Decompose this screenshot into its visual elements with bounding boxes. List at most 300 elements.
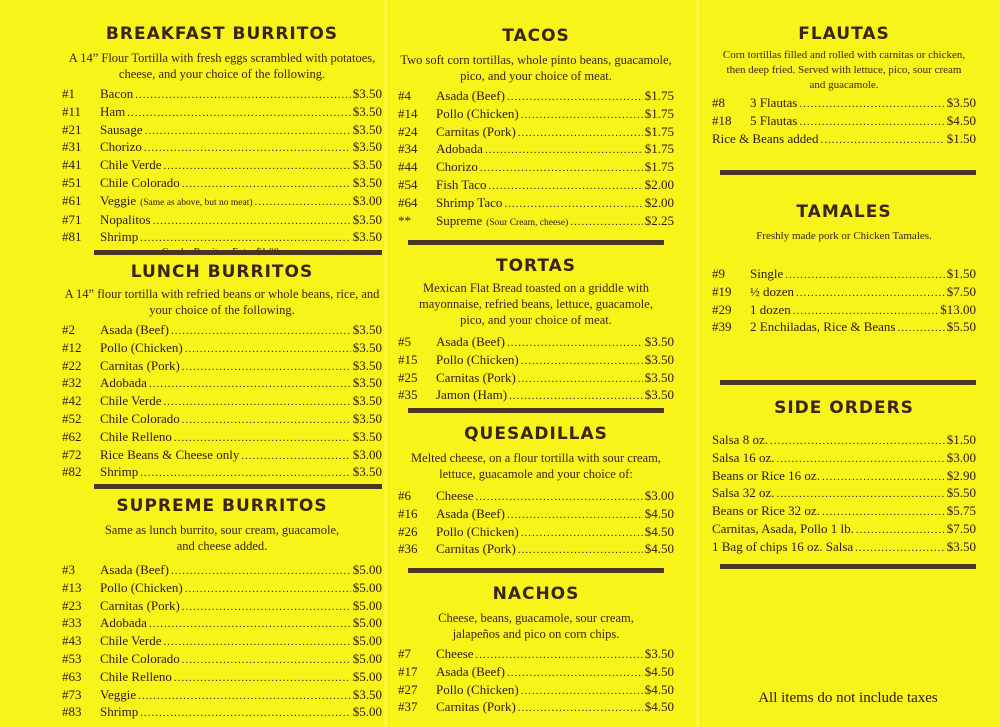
item-number: #63 (62, 668, 82, 684)
item-name: Bacon (100, 86, 134, 101)
item-number: #5 (398, 334, 411, 349)
leader-dots (489, 178, 643, 195)
menu-item (62, 322, 382, 340)
item-number: #51 (62, 174, 82, 190)
item-price: $4.50 (644, 681, 674, 697)
menu-item (712, 468, 976, 486)
item-name: Asada (Beef) (436, 88, 505, 103)
section-nachos (398, 584, 674, 717)
item-list (398, 88, 674, 231)
leader-dots (521, 683, 643, 700)
item-number: #16 (398, 505, 418, 521)
item-name: Ham (100, 103, 126, 119)
menu-item (712, 485, 976, 503)
section-quesadillas (398, 424, 674, 559)
menu-item (62, 193, 382, 212)
leader-dots (507, 665, 643, 682)
item-price: $3.00 (352, 446, 382, 462)
item-name: Carnitas, Asada, Pollo 1 lb. (712, 520, 854, 536)
menu-item (712, 131, 976, 149)
item-price: $3.50 (352, 393, 382, 409)
item-price: $3.50 (352, 410, 382, 426)
item-list (712, 266, 976, 337)
menu-item (398, 334, 674, 352)
leader-dots (822, 504, 945, 521)
leader-dots (182, 599, 351, 616)
item-price: $5.50 (946, 485, 976, 501)
section-description: Mexican Flat Bread toasted on a griddle with mayonnaise, refried beans, lettuce, guacamole, pico, and your choice of meat. (419, 281, 653, 327)
section-title: SIDE ORDERS (774, 398, 914, 418)
item-number: #81 (62, 229, 82, 245)
section-description: A 14” Flour Tortilla with fresh eggs scrambled with potatoes, cheese, and your choice of the following. (68, 51, 376, 81)
menu-item (712, 432, 976, 450)
item-name: Nopalitos (100, 211, 151, 227)
item-price: $5.00 (352, 562, 382, 577)
item-number: #32 (62, 375, 82, 391)
section-description: Cheese, beans, guacamole, sour cream, jalapeños and pico on corn chips. (438, 611, 634, 641)
menu-item (62, 86, 382, 104)
item-price: $3.50 (644, 387, 674, 403)
leader-dots (182, 412, 351, 429)
item-price: $3.50 (644, 351, 674, 367)
menu-item (62, 139, 382, 157)
item-note: (Same as above, but no meat) (140, 197, 253, 208)
item-price: $1.50 (946, 432, 976, 447)
item-price: $3.50 (352, 157, 382, 173)
item-number: #21 (62, 121, 82, 137)
menu-item (62, 393, 382, 411)
menu-item (712, 266, 976, 284)
divider (720, 170, 976, 175)
leader-dots (776, 451, 944, 468)
item-number: #26 (398, 523, 418, 539)
item-price: $1.50 (946, 130, 976, 146)
leader-dots (135, 87, 351, 104)
leader-dots (856, 522, 945, 539)
item-number: #19 (712, 283, 732, 299)
item-price: $3.50 (352, 339, 382, 355)
section-description: Melted cheese, on a flour tortilla with sour cream, lettuce, guacamole and your choice of: (411, 451, 661, 481)
leader-dots (785, 267, 945, 284)
section-title: SUPREME BURRITOS (116, 496, 328, 516)
leader-dots (182, 359, 351, 376)
leader-dots (518, 542, 643, 559)
item-number: #31 (62, 139, 82, 155)
item-number: #17 (398, 663, 418, 679)
menu-item (398, 195, 674, 213)
section-title: TACOS (502, 26, 570, 46)
item-name: Asada (Beef) (436, 505, 505, 521)
item-name: Adobada (100, 615, 147, 631)
item-name: Single (750, 266, 784, 281)
item-price: $3.50 (352, 139, 382, 155)
item-number: #9 (712, 266, 725, 281)
item-name: Chile Verde (100, 157, 162, 173)
item-name: Asada (Beef) (100, 322, 169, 337)
leader-dots (480, 160, 643, 177)
leader-dots (822, 469, 945, 486)
item-name: ½ dozen (750, 283, 795, 299)
item-price: $13.00 (940, 301, 976, 317)
item-name: Pollo (Chicken) (436, 681, 519, 697)
leader-dots (164, 158, 351, 175)
menu-item (398, 506, 674, 524)
item-name: Chorizo (436, 159, 478, 175)
item-name: Fish Taco (436, 176, 487, 192)
item-number: #35 (398, 387, 418, 403)
item-note: (Sour Cream, cheese) (486, 217, 569, 228)
section-title: TAMALES (796, 202, 892, 222)
section-tortas (398, 256, 674, 405)
item-number: #71 (62, 211, 82, 227)
item-price: $4.50 (644, 699, 674, 715)
section-lunch-burritos (62, 262, 382, 482)
item-price: $5.00 (352, 668, 382, 684)
leader-dots (799, 114, 944, 131)
menu-item (62, 633, 382, 651)
item-price: $3.00 (352, 192, 382, 208)
leader-dots (149, 616, 351, 633)
menu-item (398, 177, 674, 195)
item-name: 1 dozen (750, 301, 791, 317)
item-name: Pollo (Chicken) (436, 351, 519, 367)
menu-item (398, 106, 674, 124)
divider (94, 250, 382, 255)
leader-dots (507, 507, 643, 524)
menu-item (398, 141, 674, 159)
item-number: #4 (398, 88, 411, 103)
item-price: $5.00 (352, 579, 382, 595)
menu-item (712, 319, 976, 337)
item-list (398, 646, 674, 717)
item-price: $3.50 (644, 369, 674, 385)
item-name: Shrimp (100, 464, 139, 480)
section-breakfast-burritos (62, 24, 382, 258)
item-number: #34 (398, 141, 418, 157)
leader-dots (521, 107, 643, 124)
item-number: #12 (62, 339, 82, 355)
item-number: #7 (398, 646, 411, 661)
item-price: $2.00 (644, 176, 674, 192)
item-price: $3.50 (352, 211, 382, 227)
item-list (398, 334, 674, 405)
item-price: $1.75 (644, 88, 674, 103)
item-price: $4.50 (644, 663, 674, 679)
item-price: $3.50 (352, 229, 382, 245)
section-description: A 14” flour tortilla with refried beans or whole beans, rice, and your choice of the following. (64, 287, 380, 317)
item-name: Shrimp (100, 704, 139, 720)
item-price: $2.90 (946, 467, 976, 483)
menu-item (712, 113, 976, 131)
item-name: Pollo (Chicken) (436, 105, 519, 121)
item-number: #37 (398, 699, 418, 715)
leader-dots (507, 89, 643, 106)
item-number: #83 (62, 704, 82, 720)
leader-dots (144, 140, 351, 157)
menu-item (712, 539, 976, 557)
menu-item (398, 352, 674, 370)
item-name: Shrimp (100, 229, 139, 245)
item-price: $3.50 (352, 375, 382, 391)
menu-item (712, 302, 976, 320)
item-price: $4.50 (946, 112, 976, 128)
item-name: Supreme (436, 212, 483, 228)
item-number: #1 (62, 86, 75, 101)
item-number: #15 (398, 351, 418, 367)
item-number: #62 (62, 428, 82, 444)
item-number: #6 (398, 488, 411, 503)
menu-item (712, 450, 976, 468)
menu-item (398, 159, 674, 177)
item-price: $4.50 (644, 505, 674, 521)
item-list (62, 322, 382, 482)
item-price: $3.50 (352, 174, 382, 190)
section-description: Two soft corn tortillas, whole pinto beans, guacamole, pico, and your choice of meat. (400, 53, 672, 83)
item-number: #82 (62, 464, 82, 480)
divider (94, 484, 382, 489)
item-list (62, 562, 382, 722)
leader-dots (138, 688, 351, 705)
item-name: Chile Verde (100, 393, 162, 409)
leader-dots (570, 214, 642, 231)
menu-item (62, 598, 382, 616)
item-price: $5.00 (352, 597, 382, 613)
leader-dots (504, 196, 642, 213)
item-list (712, 95, 976, 148)
item-name: Rice Beans & Cheese only (100, 446, 240, 462)
item-name: Carnitas (Pork) (436, 369, 516, 385)
item-price: $3.50 (352, 86, 382, 101)
menu-item (712, 521, 976, 539)
item-number: #53 (62, 650, 82, 666)
leader-dots (171, 563, 351, 580)
menu-item (62, 651, 382, 669)
item-number: #29 (712, 301, 732, 317)
leader-dots (485, 142, 643, 159)
item-name: Adobada (100, 375, 147, 391)
item-price: $3.50 (352, 464, 382, 480)
leader-dots (507, 335, 643, 352)
item-name: Chile Colorado (100, 650, 180, 666)
item-number: #24 (398, 123, 418, 139)
menu-item (62, 340, 382, 358)
menu-item (62, 429, 382, 447)
item-number: #2 (62, 322, 75, 337)
item-name: Veggie (100, 686, 137, 702)
fold-line (694, 0, 702, 727)
leader-dots (185, 341, 351, 358)
menu-item (62, 447, 382, 465)
item-number: #42 (62, 393, 82, 409)
item-price: $3.50 (352, 121, 382, 137)
item-price: $5.50 (946, 319, 976, 335)
leader-dots (518, 125, 643, 142)
item-price: $5.00 (352, 633, 382, 649)
item-price: $3.50 (352, 357, 382, 373)
section-description: Freshly made pork or Chicken Tamales. (756, 230, 932, 242)
item-name: 1 Bag of chips 16 oz. Salsa (712, 538, 854, 554)
leader-dots (518, 371, 643, 388)
leader-dots (140, 230, 350, 247)
leader-dots (855, 540, 945, 557)
item-name: Beans or Rice 32 oz. (712, 503, 820, 519)
section-tamales (712, 202, 976, 337)
menu-item (62, 212, 382, 230)
leader-dots (140, 705, 350, 722)
item-price: $5.75 (946, 503, 976, 519)
item-number: #41 (62, 157, 82, 173)
item-list (62, 86, 382, 247)
item-name: Jamon (Ham) (436, 387, 508, 403)
leader-dots (174, 430, 351, 447)
leader-dots (185, 581, 351, 598)
item-number: #22 (62, 357, 82, 373)
item-price: $2.25 (644, 212, 674, 228)
leader-dots (770, 433, 945, 450)
menu-item (62, 229, 382, 247)
item-price: $3.50 (352, 322, 382, 337)
item-name: 3 Flautas (750, 95, 798, 110)
item-price: $5.00 (352, 704, 382, 720)
item-price: $5.00 (352, 615, 382, 631)
leader-dots (241, 448, 350, 465)
leader-dots (776, 486, 944, 503)
item-price: $2.00 (644, 194, 674, 210)
menu-item (62, 562, 382, 580)
item-number: #14 (398, 105, 418, 121)
leader-dots (145, 123, 351, 140)
section-title: QUESADILLAS (464, 424, 608, 444)
leader-dots (182, 652, 351, 669)
item-name: Asada (Beef) (436, 663, 505, 679)
section-title: FLAUTAS (798, 24, 890, 44)
tax-note: All items do not include taxes (758, 690, 938, 706)
section-title: LUNCH BURRITOS (130, 262, 314, 282)
section-flautas (712, 24, 976, 148)
leader-dots (898, 320, 945, 337)
item-number: #11 (62, 103, 82, 119)
menu-item (398, 699, 674, 717)
item-list (398, 488, 674, 559)
menu-item (62, 580, 382, 598)
item-name: Asada (Beef) (100, 562, 169, 577)
item-name: Salsa 8 oz. (712, 432, 768, 447)
menu-item (712, 95, 976, 113)
item-name: 2 Enchiladas, Rice & Beans (750, 319, 896, 335)
section-side-orders (712, 398, 976, 557)
menu-item (62, 411, 382, 429)
menu-item (398, 370, 674, 388)
item-number: #13 (62, 579, 82, 595)
item-price: $4.50 (644, 523, 674, 539)
divider (408, 408, 664, 413)
item-number: #27 (398, 681, 418, 697)
leader-dots (127, 105, 350, 122)
item-name: Asada (Beef) (436, 334, 505, 349)
item-number: #52 (62, 410, 82, 426)
leader-dots (796, 285, 945, 302)
menu-item (712, 284, 976, 302)
item-name: Pollo (Chicken) (436, 523, 519, 539)
column-right (712, 0, 984, 727)
divider (720, 564, 976, 569)
menu-item (62, 687, 382, 705)
item-name: Chorizo (100, 139, 142, 155)
item-number: #64 (398, 194, 418, 210)
item-price: $7.50 (946, 283, 976, 299)
item-name: Beans or Rice 16 oz. (712, 467, 820, 483)
item-price: $5.00 (352, 650, 382, 666)
menu-item (398, 541, 674, 559)
leader-dots (164, 634, 351, 651)
menu-item (62, 464, 382, 482)
column-middle (398, 0, 674, 727)
leader-dots (182, 176, 351, 193)
section-description: Corn tortillas filled and rolled with carnitas or chicken, then deep fried. Served with lettuce, pico, sour cream and guacamole. (722, 49, 966, 91)
item-price: $7.50 (946, 520, 976, 536)
section-supreme-burritos (62, 496, 382, 722)
item-number: #36 (398, 541, 418, 557)
item-name: Pollo (Chicken) (100, 339, 183, 355)
item-name: Veggie (100, 192, 137, 208)
item-price: $1.75 (644, 159, 674, 175)
divider (408, 568, 664, 573)
item-number: #8 (712, 95, 725, 110)
item-price: $3.50 (352, 686, 382, 702)
menu-item (62, 358, 382, 376)
item-price: $3.50 (946, 95, 976, 110)
menu-item (712, 503, 976, 521)
item-name: Carnitas (Pork) (436, 699, 516, 715)
menu-item (398, 124, 674, 142)
item-price: $3.00 (644, 488, 674, 503)
menu-item (62, 122, 382, 140)
menu-item (398, 88, 674, 106)
item-price: $3.50 (644, 646, 674, 661)
item-name: Rice & Beans added (712, 130, 819, 146)
item-name: 5 Flautas (750, 112, 798, 128)
menu-item (398, 646, 674, 664)
item-name: Chile Colorado (100, 174, 180, 190)
item-price: $1.75 (644, 141, 674, 157)
item-name: Chile Colorado (100, 410, 180, 426)
section-title: NACHOS (492, 584, 580, 604)
item-number: #3 (62, 562, 75, 577)
leader-dots (793, 303, 938, 320)
leader-dots (476, 647, 643, 664)
column-left (62, 0, 382, 727)
item-name: Pollo (Chicken) (100, 579, 183, 595)
menu-item (398, 664, 674, 682)
item-number: #44 (398, 159, 418, 175)
section-title: BREAKFAST BURRITOS (105, 24, 339, 44)
menu-item (62, 157, 382, 175)
leader-dots (149, 376, 351, 393)
item-price: $4.50 (644, 541, 674, 557)
leader-dots (174, 670, 351, 687)
item-name: Cheese (436, 488, 474, 503)
item-name: Carnitas (Pork) (100, 357, 180, 373)
item-price: $3.00 (946, 449, 976, 465)
item-name: Carnitas (Pork) (436, 123, 516, 139)
menu-item (398, 213, 674, 232)
item-name: Cheese (436, 646, 474, 661)
leader-dots (476, 489, 643, 506)
item-number: #33 (62, 615, 82, 631)
item-number: #54 (398, 176, 418, 192)
item-price: $3.50 (946, 538, 976, 554)
leader-dots (518, 700, 643, 717)
